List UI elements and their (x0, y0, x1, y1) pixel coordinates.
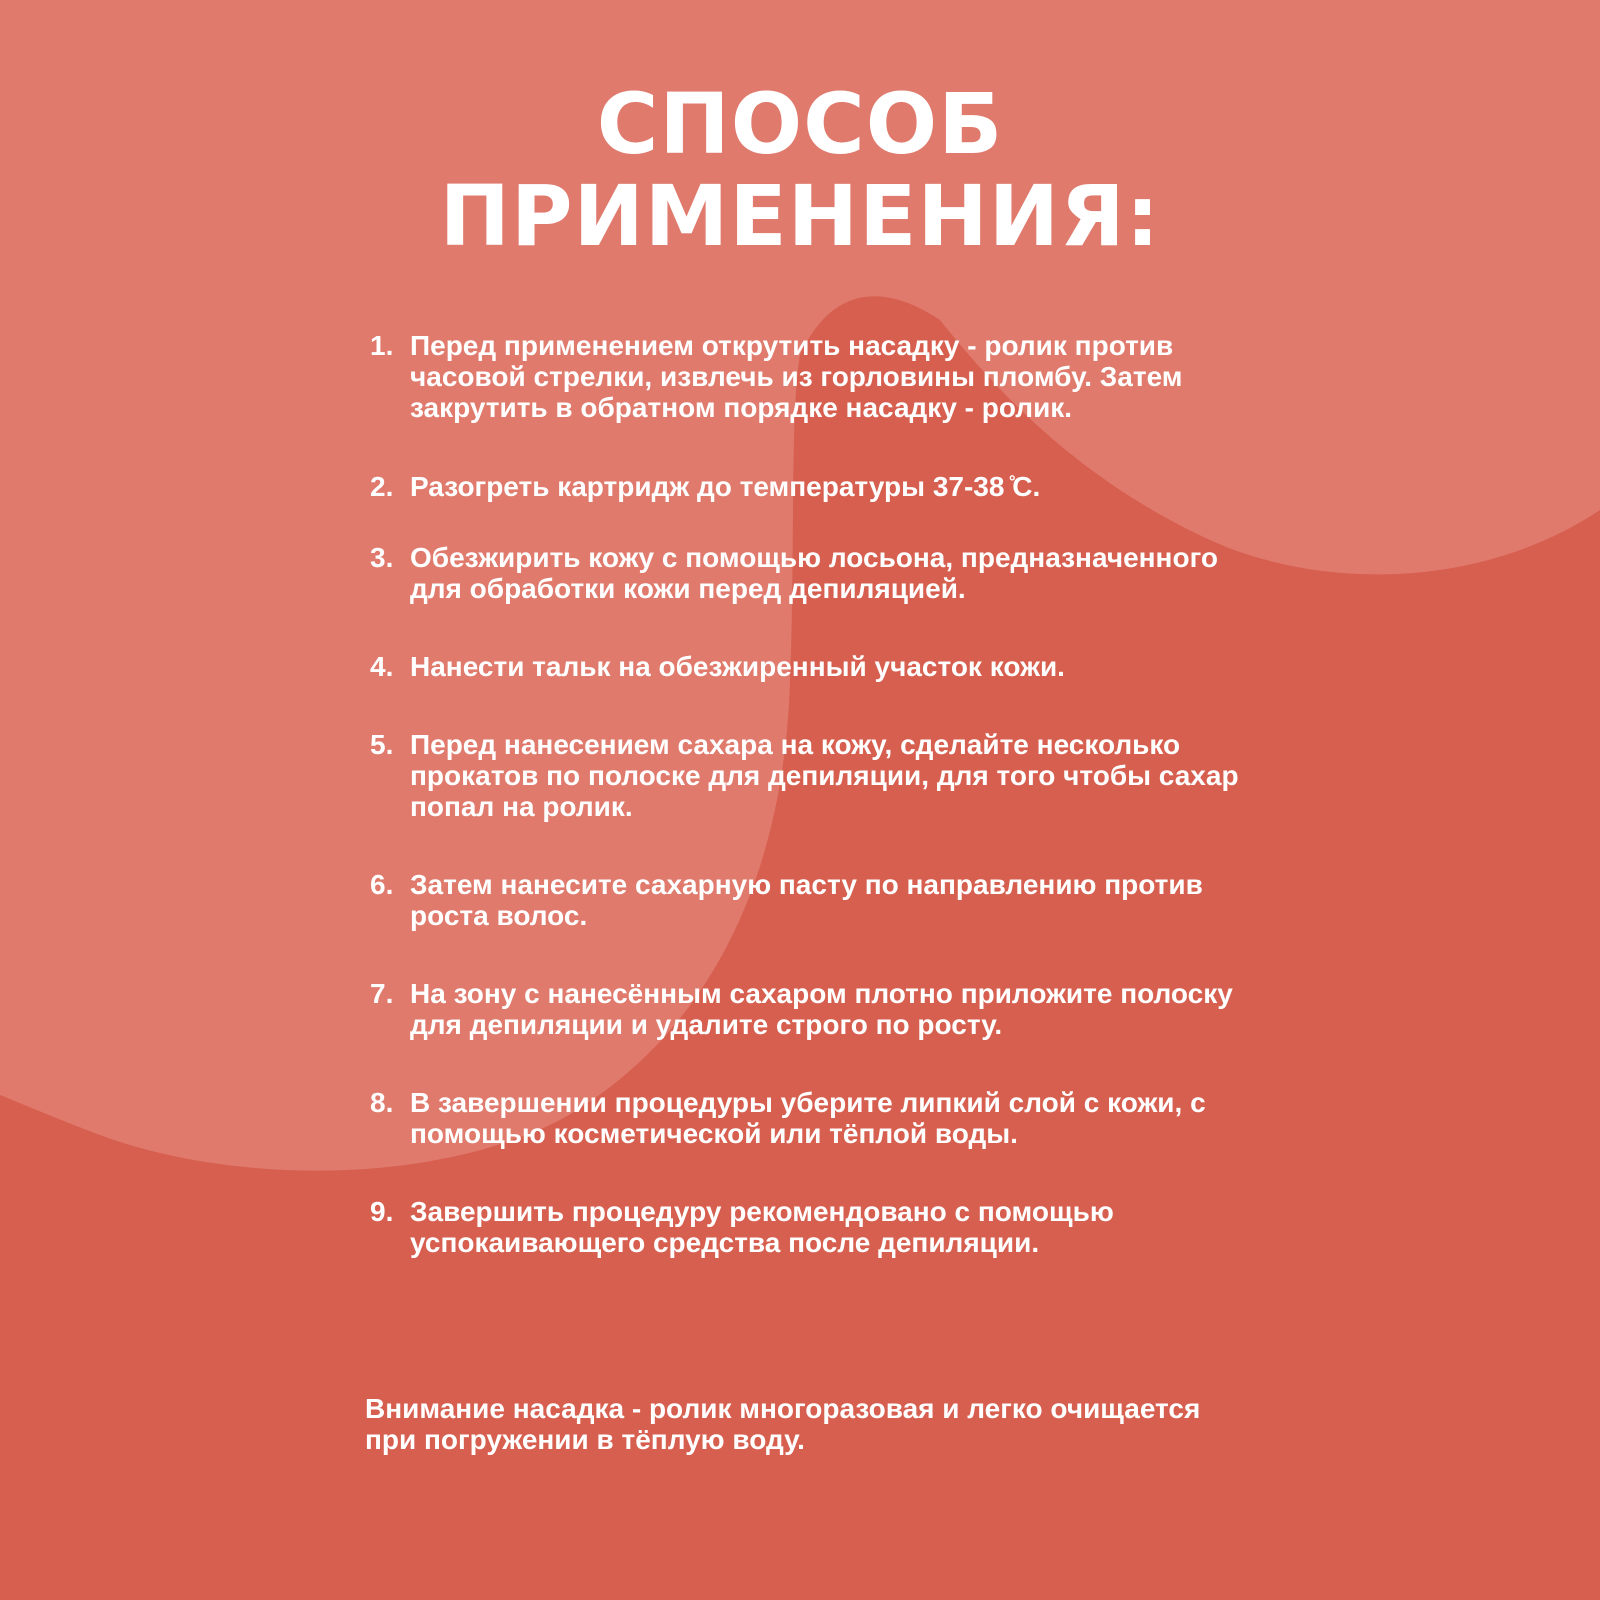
title-line-2: ПРИМЕНЕНИЯ: (439, 167, 1161, 265)
step-text: Перед нанесением сахара на кожу, сделайте несколько прокатов по полоске для депиляции, для того чтобы сахар попал на ролик. (410, 729, 1239, 822)
step-text: В завершении процедуры уберите липкий слой с кожи, с помощью косметической или тёплой воды. (410, 1087, 1206, 1149)
steps-list (370, 330, 1250, 1258)
step-item (370, 1196, 1250, 1258)
step-number: 3. (370, 542, 394, 573)
step-item (370, 978, 1250, 1040)
step-text: Затем нанесите сахарную пасту по направлению против роста волос. (410, 869, 1203, 931)
title-line-1: СПОСОБ (596, 75, 1004, 173)
step-number: 6. (370, 869, 394, 900)
step-number: 4. (370, 651, 394, 682)
page-title (0, 75, 1600, 265)
step-text: Перед применением открутить насадку - ролик против часовой стрелки, извлечь из горловины пломбу. Затем закрутить в обратном порядке насадку - ролик. (410, 330, 1183, 423)
step-text: Разогреть картридж до температуры 37-38 ̊С. (410, 471, 1041, 502)
step-number: 2. (370, 471, 394, 502)
step-text: Нанести тальк на обезжиренный участок кожи. (410, 651, 1065, 682)
step-text: Обезжирить кожу с помощью лосьона, предназначенного для обработки кожи перед депиляцией. (410, 542, 1218, 604)
step-item (370, 330, 1250, 423)
step-text: Завершить процедуру рекомендовано с помощью успокаивающего средства после депиляции. (410, 1196, 1114, 1258)
step-number: 9. (370, 1196, 394, 1227)
step-item (370, 651, 1250, 682)
step-number: 7. (370, 978, 394, 1009)
step-item (370, 1087, 1250, 1149)
step-number: 8. (370, 1087, 394, 1118)
step-text: На зону с нанесённым сахаром плотно приложите полоску для депиляции и удалите строго по росту. (410, 978, 1233, 1040)
step-item (370, 471, 1250, 502)
step-item (370, 542, 1250, 604)
step-number: 1. (370, 330, 394, 361)
step-item (370, 869, 1250, 931)
step-number: 5. (370, 729, 394, 760)
attention-note: Внимание насадка - ролик многоразовая и легко очищается при погружении в тёплую воду. (365, 1393, 1201, 1455)
step-item (370, 729, 1250, 822)
